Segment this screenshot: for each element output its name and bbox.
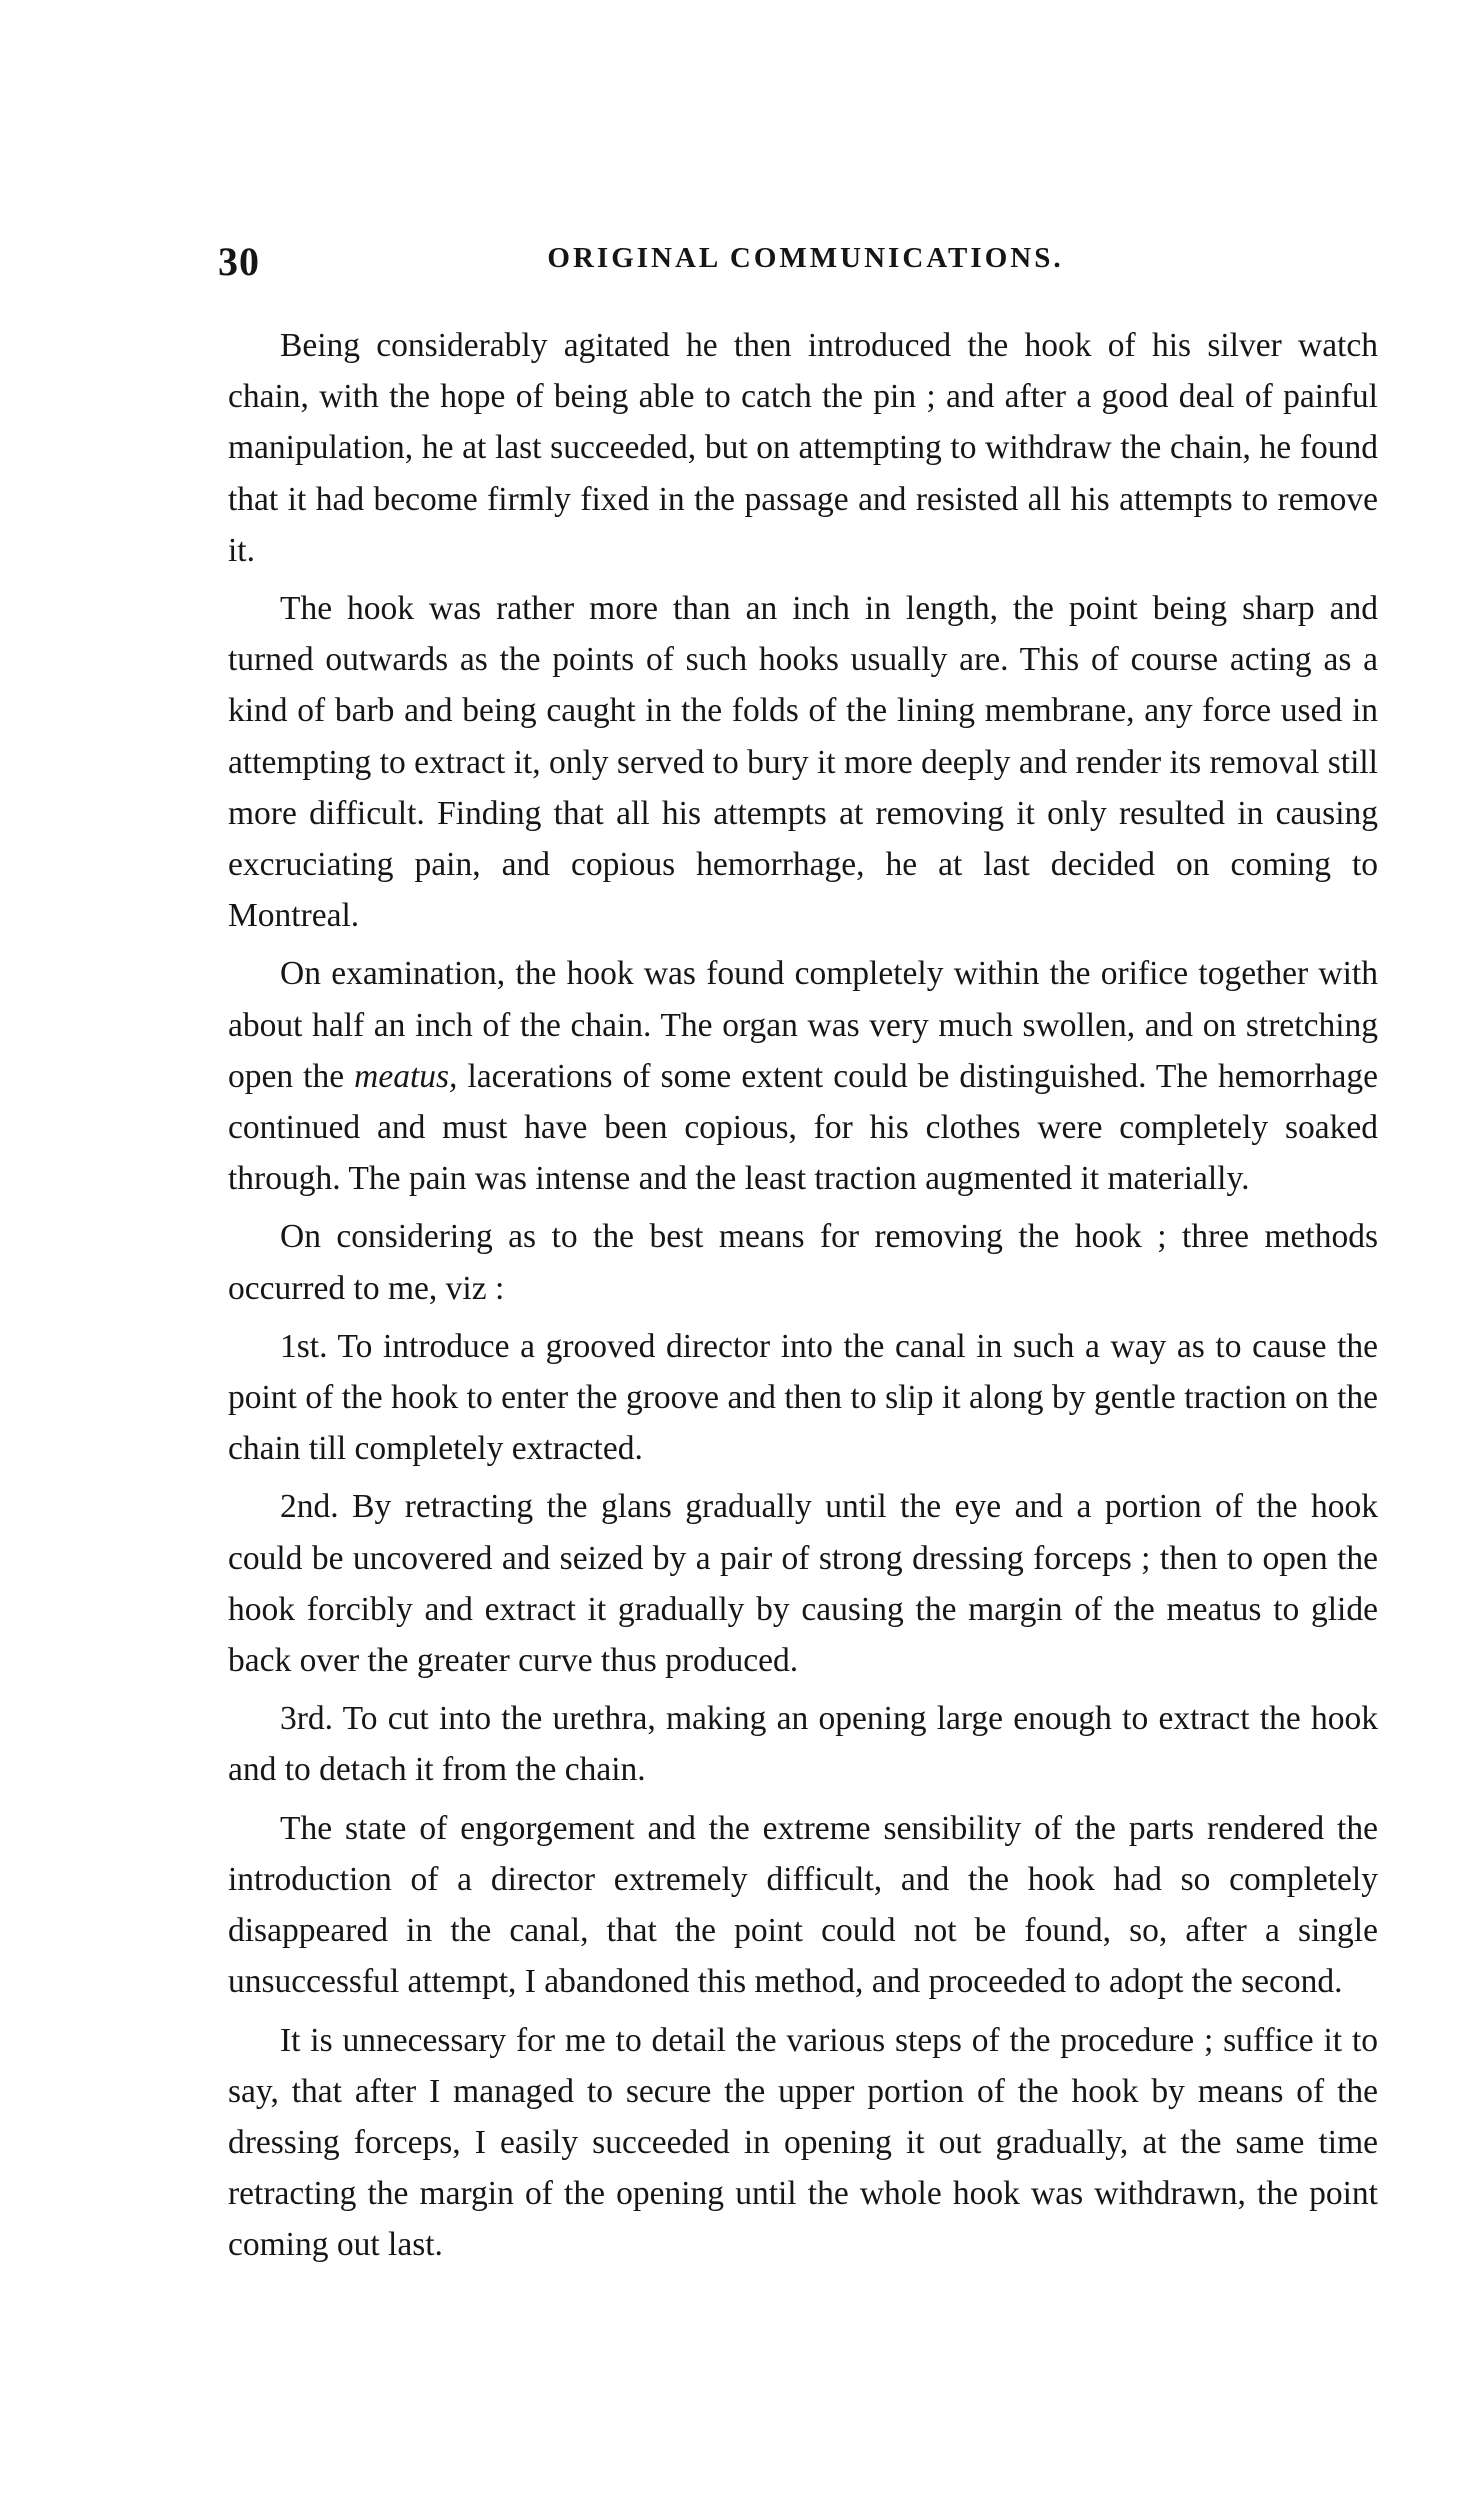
- paragraph: [228, 948, 1378, 1204]
- paragraph: The hook was rather more than an inch in length, the point being sharp and turned outwards as the points of such hooks usually are. This of course acting as a kind of barb and being caught in the folds of the lining membrane, any force used in attempting to extract it, only served to bury it more deeply and render its removal still more difficult. Finding that all his attempts at removing it only resulted in causing excruciating pain, and copious hemorrhage, he at last decided on coming to Montreal.: [228, 590, 1378, 935]
- paragraph: On considering as to the best means for removing the hook ; three methods occurred to me, viz :: [228, 1218, 1378, 1307]
- paragraph: 2nd. By retracting the glans gradually until the eye and a portion of the hook could be uncovered and seized by a pair of strong dressing forceps ; then to open the hook forcibly and extract it gradually by causing the margin of the meatus to glide back over the greater curve thus produced.: [228, 1488, 1378, 1680]
- paragraph: The state of engorgement and the extreme sensibility of the parts rendered the introduction of a director extremely difficult, and the hook had so completely disappeared in the canal, that the point could not be found, so, after a single unsuccessful attempt, I abandoned this method, and proceeded to adopt the second.: [228, 1809, 1378, 2001]
- paragraph: 3rd. To cut into the urethra, making an opening large enough to extract the hook and to detach it from the chain.: [228, 1700, 1378, 1789]
- italic-term: meatus,: [354, 1057, 458, 1095]
- paragraph-text: lacerations of some extent could be distinguished. The hemorrhage continued and must have been copious, for his clothes were completely soaked through. The pain was intense and the least traction augmented it materially.: [228, 1057, 1379, 1198]
- paragraph-text: On examination, the hook was found completely within the orifice together with about half an inch of the chain. The organ was very much swollen, and on stretching open the: [228, 955, 1378, 1095]
- body-text: [228, 320, 1378, 2278]
- page-number: 30: [218, 239, 260, 284]
- paragraph: Being considerably agitated he then introduced the hook of his silver watch chain, with the hope of being able to catch the pin ; and after a good deal of painful manipulation, he at last succeeded, but on attempting to withdraw the chain, he found that it had become firmly fixed in the passage and resisted all his attempts to remove it.: [228, 327, 1378, 569]
- paragraph: 1st. To introduce a grooved director into the canal in such a way as to cause the point of the hook to enter the groove and then to slip it along by gentle traction on the chain till completely extracted.: [228, 1327, 1378, 1468]
- page-header: [218, 238, 1393, 298]
- paragraph: It is unnecessary for me to detail the various steps of the procedure ; suffice it to say, that after I managed to secure the upper portion of the hook by means of the dressing forceps, I easily succeeded in opening it out gradually, at the same time retracting the margin of the opening until the whole hook was withdrawn, the point coming out last.: [228, 2021, 1378, 2264]
- running-head: ORIGINAL COMMUNICATIONS.: [547, 242, 1064, 274]
